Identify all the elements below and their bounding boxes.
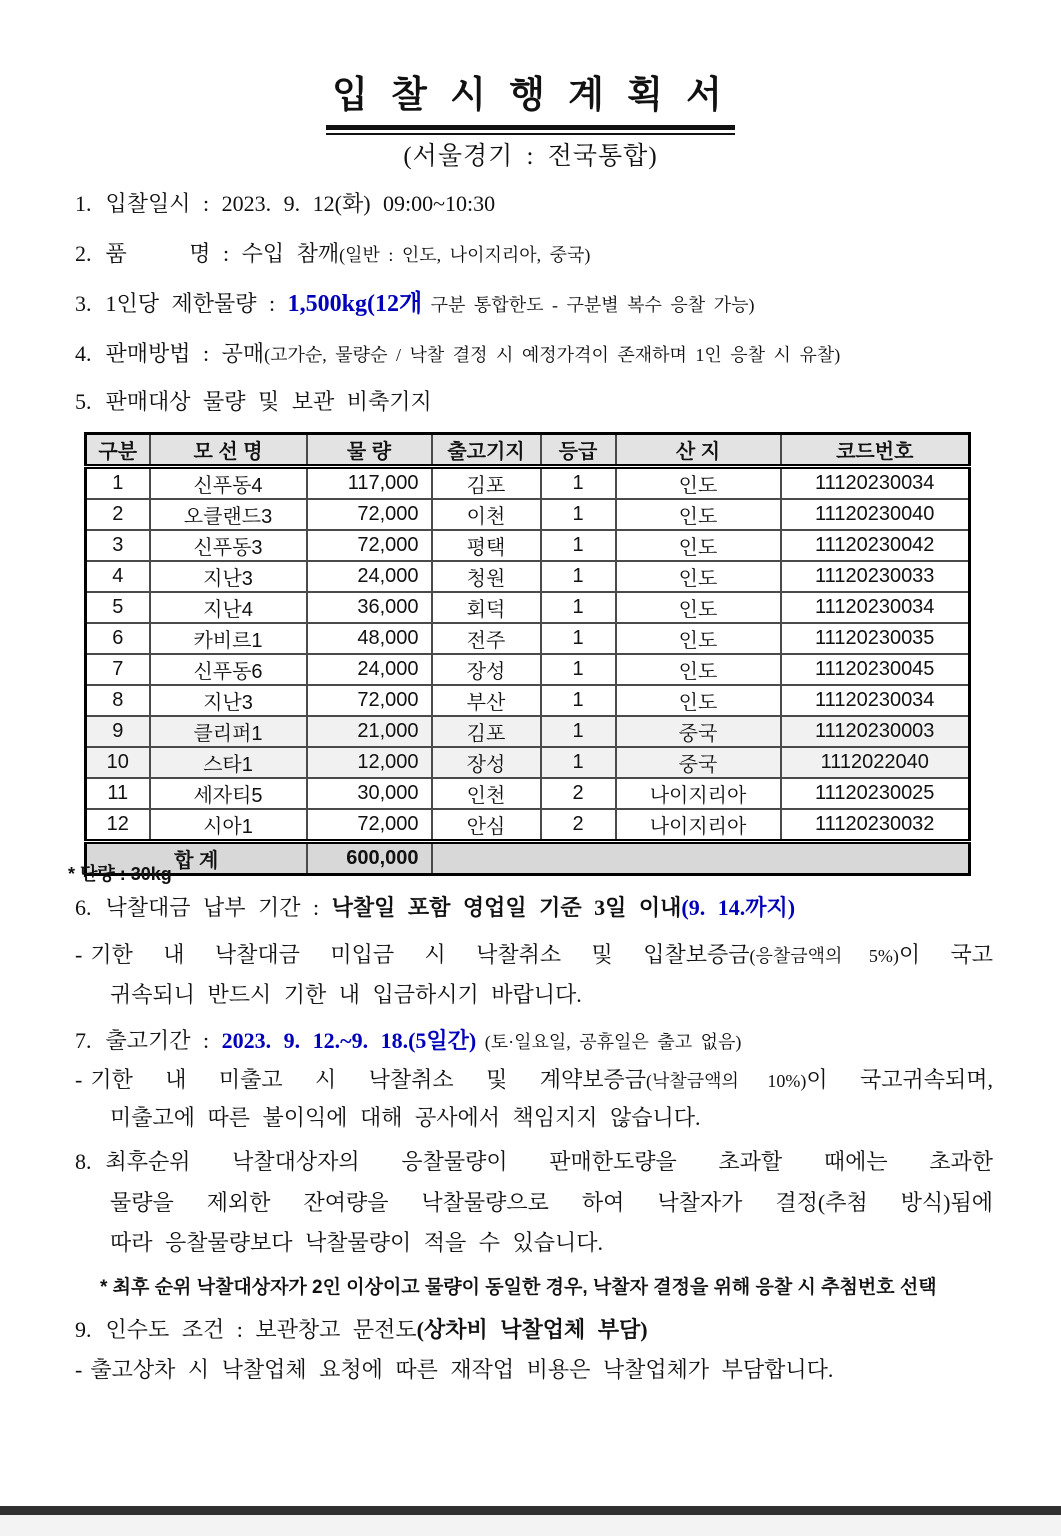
table-cell: 11120230003 (781, 716, 970, 747)
item-8-line3-text: 따라 응찰물량보다 낙찰물량이 적을 수 있습니다. (110, 1230, 604, 1255)
table-row (86, 685, 970, 716)
item-1 (75, 190, 993, 218)
table-cell: 11120230034 (781, 685, 970, 716)
bid-table-body (86, 467, 970, 842)
table-cell: 지난4 (150, 592, 307, 623)
table-cell: 117,000 (307, 467, 432, 500)
item-6-sub1-text-a: 기한 내 낙찰대금 미입금 시 낙찰취소 및 입찰보증금 (90, 942, 750, 967)
table-cell: 11120230040 (781, 499, 970, 530)
table-cell: 전주 (432, 623, 541, 654)
item-7-sub2-text: 미출고에 따른 불이익에 대해 공사에서 책임지지 않습니다. (110, 1105, 701, 1130)
table-cell: 72,000 (307, 685, 432, 716)
table-cell: 11120230045 (781, 654, 970, 685)
table-cell: 나이지리아 (616, 809, 781, 842)
table-cell: 10 (86, 747, 150, 778)
table-cell: 3 (86, 530, 150, 561)
table-cell: 안심 (432, 809, 541, 842)
table-cell: 30,000 (307, 778, 432, 809)
item-1-label: 입찰일시 : (105, 191, 222, 216)
table-cell: 장성 (432, 747, 541, 778)
item-2-paren: (일반 : 인도, 나이지리아, 중국) (339, 245, 591, 265)
item-9-sub-text: 출고상차 시 낙찰업체 요청에 따른 재작업 비용은 낙찰업체가 부담합니다. (90, 1357, 834, 1382)
item-9 (75, 1316, 993, 1344)
item-8-line2-text: 물량을 제외한 잔여량을 낙찰물량으로 하여 낙찰자가 결정(추첨 방식)됨에 (110, 1190, 993, 1215)
table-row (86, 623, 970, 654)
item-2-number: 2. (75, 241, 92, 266)
table-cell: 부산 (432, 685, 541, 716)
item-7-number: 7. (75, 1028, 92, 1053)
page-subtitle: (서울경기 : 전국통합) (403, 143, 658, 170)
table-cell: 인도 (616, 685, 781, 716)
table-cell: 21,000 (307, 716, 432, 747)
table-cell: 72,000 (307, 809, 432, 842)
item-6 (75, 894, 993, 922)
col-header-quantity: 물 량 (307, 434, 432, 467)
table-cell: 5 (86, 592, 150, 623)
item-2-label: 품 명 : (105, 241, 242, 266)
table-cell: 인도 (616, 561, 781, 592)
table-total-row (86, 842, 970, 875)
item-9-number: 9. (75, 1317, 92, 1342)
table-cell: 24,000 (307, 654, 432, 685)
table-cell: 11120230035 (781, 623, 970, 654)
table-cell: 신푸동6 (150, 654, 307, 685)
table-cell: 1 (541, 654, 616, 685)
item-4 (75, 340, 993, 368)
table-cell: 신푸동3 (150, 530, 307, 561)
bid-table-wrap (84, 432, 968, 876)
item-9-bold-paren: (상차비 낙찰업체 부담) (416, 1317, 648, 1342)
table-row (86, 530, 970, 561)
table-row (86, 592, 970, 623)
table-cell: 48,000 (307, 623, 432, 654)
table-header-row (86, 434, 970, 467)
item-2 (75, 240, 993, 268)
item-6-number: 6. (75, 895, 92, 920)
item-7-sub1-text-b: 이 국고귀속되며, (806, 1067, 993, 1092)
item-7 (75, 1027, 993, 1055)
item-7-sub1-text-a: 기한 내 미출고 시 낙찰취소 및 계약보증금 (90, 1067, 646, 1092)
item-7-sub2 (110, 1104, 993, 1132)
table-cell: 1 (541, 747, 616, 778)
table-cell: 1 (86, 467, 150, 500)
table-cell: 지난3 (150, 561, 307, 592)
col-header-grade: 등급 (541, 434, 616, 467)
table-cell: 나이지리아 (616, 778, 781, 809)
table-cell: 중국 (616, 716, 781, 747)
table-cell: 1 (541, 592, 616, 623)
table-cell: 1 (541, 685, 616, 716)
item-6-label: 낙찰대금 납부 기간 : (105, 895, 332, 920)
item-9-sub-dash: - (75, 1357, 83, 1382)
table-cell: 2 (86, 499, 150, 530)
total-quantity: 600,000 (307, 842, 432, 875)
col-header-origin: 산 지 (616, 434, 781, 467)
table-row (86, 747, 970, 778)
table-cell: 7 (86, 654, 150, 685)
item-4-label: 판매방법 : (105, 341, 222, 366)
table-cell: 인도 (616, 654, 781, 685)
table-cell: 4 (86, 561, 150, 592)
table-cell: 11120230032 (781, 809, 970, 842)
table-cell: 72,000 (307, 499, 432, 530)
item-5 (75, 388, 993, 416)
item-8-line3 (110, 1229, 993, 1257)
table-cell: 장성 (432, 654, 541, 685)
table-cell: 스타1 (150, 747, 307, 778)
table-cell: 이천 (432, 499, 541, 530)
total-label: 합 계 (86, 842, 307, 875)
table-cell: 인도 (616, 623, 781, 654)
table-cell: 12,000 (307, 747, 432, 778)
item-1-number: 1. (75, 191, 92, 216)
item-6-sub1 (75, 941, 993, 969)
table-cell: 1 (541, 499, 616, 530)
table-cell: 11120230034 (781, 467, 970, 500)
item-3-number: 3. (75, 291, 92, 316)
table-row (86, 499, 970, 530)
table-cell: 인도 (616, 499, 781, 530)
table-cell: 인도 (616, 592, 781, 623)
unit-note: * 단량 : 30kg (68, 864, 172, 884)
table-cell: 인도 (616, 530, 781, 561)
table-cell: 11120230033 (781, 561, 970, 592)
item-3-paren: 구분 통합한도 - 구분별 복수 응찰 가능) (422, 295, 755, 315)
item-7-sub1-small: (낙찰금액의 10%) (646, 1071, 807, 1091)
item-5-label: 판매대상 물량 및 보관 비축기지 (105, 389, 432, 414)
table-cell: 1112022040 (781, 747, 970, 778)
page-edge-bar (0, 1506, 1061, 1515)
table-cell: 24,000 (307, 561, 432, 592)
table-cell: 중국 (616, 747, 781, 778)
table-cell: 11120230042 (781, 530, 970, 561)
bid-table (84, 432, 971, 876)
table-cell: 11120230034 (781, 592, 970, 623)
table-cell: 지난3 (150, 685, 307, 716)
table-cell: 12 (86, 809, 150, 842)
table-cell: 신푸동4 (150, 467, 307, 500)
item-3 (75, 289, 993, 319)
item-1-value: 2023. 9. 12(화) 09:00~10:30 (221, 191, 496, 216)
item-7-period-highlight: 2023. 9. 12.~9. 18.(5일간) (221, 1028, 477, 1053)
table-cell: 카비르1 (150, 623, 307, 654)
item-2-value: 수입 참깨 (241, 241, 340, 266)
item-9-sub (75, 1356, 993, 1384)
item-3-limit-highlight: 1,500kg(12개 (287, 291, 423, 317)
item-6-sub1-small: (응찰금액의 5%) (749, 946, 899, 966)
table-row (86, 467, 970, 500)
table-row (86, 809, 970, 842)
item-8-line2 (110, 1189, 993, 1217)
table-cell: 72,000 (307, 530, 432, 561)
item-8-line1 (75, 1148, 993, 1176)
col-header-gubun: 구분 (86, 434, 150, 467)
item-4-paren: (고가순, 물량순 / 낙찰 결정 시 예정가격이 존재하며 1인 응찰 시 유찰) (264, 345, 841, 365)
table-cell: 청원 (432, 561, 541, 592)
table-cell: 1 (541, 623, 616, 654)
table-row (86, 654, 970, 685)
table-cell: 회덕 (432, 592, 541, 623)
item-5-number: 5. (75, 389, 92, 414)
page-title: 입 찰 시 행 계 획 서 (326, 64, 735, 130)
table-cell: 1 (541, 716, 616, 747)
table-cell: 11 (86, 778, 150, 809)
item-8-number: 8. (75, 1149, 92, 1174)
title-underline (326, 64, 735, 135)
item-9-label: 인수도 조건 : 보관창고 문전도 (105, 1317, 417, 1342)
item-6-sub1-dash: - (75, 942, 83, 967)
table-cell: 오클랜드3 (150, 499, 307, 530)
item-6-deadline-bold: 낙찰일 포함 영업일 기준 3일 이내 (331, 895, 682, 920)
item-6-sub2-text: 귀속되니 반드시 기한 내 입금하시기 바랍니다. (110, 982, 582, 1007)
table-cell: 36,000 (307, 592, 432, 623)
table-cell: 6 (86, 623, 150, 654)
table-cell: 1 (541, 530, 616, 561)
table-cell: 11120230025 (781, 778, 970, 809)
table-cell: 김포 (432, 716, 541, 747)
table-cell: 클리퍼1 (150, 716, 307, 747)
item-7-sub1 (75, 1066, 993, 1094)
table-cell: 2 (541, 778, 616, 809)
item-6-sub1-text-b: 이 국고 (898, 942, 993, 967)
item-7-label: 출고기간 : (105, 1028, 222, 1053)
page-edge-area (0, 1515, 1061, 1536)
item-8-line1-text: 최후순위 낙찰대상자의 응찰물량이 판매한도량을 초과할 때에는 초과한 (105, 1149, 993, 1174)
item-6-date-highlight: (9. 14.까지) (681, 895, 796, 920)
title-block (0, 64, 1061, 135)
table-cell: 2 (541, 809, 616, 842)
col-header-vessel: 모 선 명 (150, 434, 307, 467)
table-cell: 9 (86, 716, 150, 747)
table-row (86, 716, 970, 747)
item-7-sub1-dash: - (75, 1067, 83, 1092)
item-6-sub2 (110, 981, 993, 1009)
table-cell: 김포 (432, 467, 541, 500)
table-cell: 1 (541, 561, 616, 592)
table-cell: 1 (541, 467, 616, 500)
item-4-number: 4. (75, 341, 92, 366)
table-cell: 평택 (432, 530, 541, 561)
item-4-value: 공매 (221, 341, 265, 366)
table-row (86, 561, 970, 592)
table-cell: 세자티5 (150, 778, 307, 809)
col-header-code: 코드번호 (781, 434, 970, 467)
total-empty-cell (432, 842, 970, 875)
table-row (86, 778, 970, 809)
item-8-note: * 최후 순위 낙찰대상자가 2인 이상이고 물량이 동일한 경우, 낙찰자 결정을 위해 응찰 시 추첨번호 선택 (100, 1277, 937, 1298)
table-cell: 시아1 (150, 809, 307, 842)
table-cell: 인도 (616, 467, 781, 500)
item-7-paren: (토·일요일, 공휴일은 출고 없음) (476, 1032, 742, 1052)
subtitle-block (0, 136, 1061, 172)
table-cell: 인천 (432, 778, 541, 809)
table-cell: 8 (86, 685, 150, 716)
col-header-depot: 출고기지 (432, 434, 541, 467)
item-3-label: 1인당 제한물량 : (105, 291, 288, 316)
